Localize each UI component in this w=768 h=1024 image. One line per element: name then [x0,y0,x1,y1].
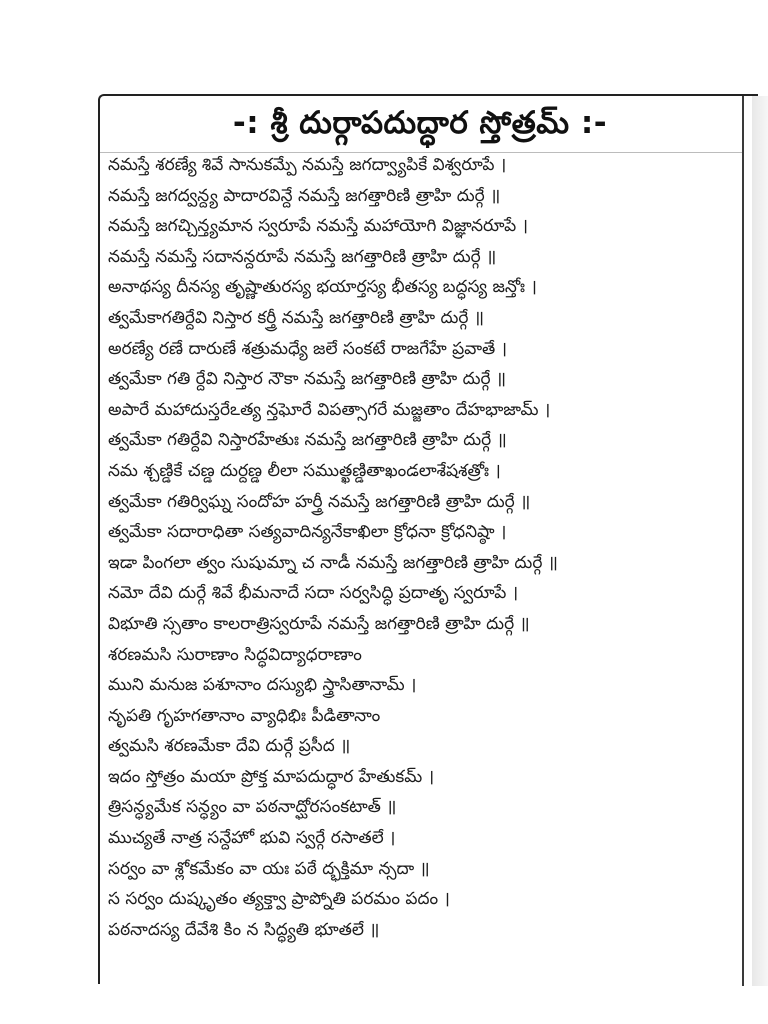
verse-line: త్వమేకా గతిర్విఘ్న సందోహ హర్త్రీ నమస్తే జగత్తారిణి త్రాహి దుర్గే ॥ [108,491,531,512]
verse-line: అరణ్యే రణే దారుణే శత్రుమధ్యే జలే సంకటే రాజగేహే ప్రవాతే । [108,338,508,359]
verse-line: సర్వం వా శ్లోకమేకం వా యః పఠే ద్భక్తిమా న్సదా ॥ [108,858,430,879]
verse-line: త్వమేకా గతి ర్దేవి నిస్తార నౌకా నమస్తే జగత్తారిణి త్రాహి దుర్గే ॥ [108,369,507,390]
verse-line: ఇదం స్తోత్రం మయా ప్రోక్త మాపదుద్ధార హేతుకమ్ । [108,766,435,787]
verse-line: నమ శ్చణ్డికే చణ్డ దుర్దణ్డ లీలా సముత్ఖణ్డితాఖండలాశేషశత్రోః । [108,460,501,481]
verse-line: ముని మనుజ పశూనాం దస్యుభి స్త్రాసితానామ్ । [108,675,417,696]
verse-line: నమస్తే శరణ్యే శివే సానుకమ్పే నమస్తే జగద్వ్యాపికే విశ్వరూపే । [108,155,507,175]
adjacent-column-edge [752,96,768,986]
verse-line: అపారే మహాదుస్తరేఽత్య న్తఘోరే విపత్సాగరే మజ్జతాం దేహభాజామ్ । [108,399,551,420]
verse-line: త్వమసి శరణమేకా దేవి దుర్గే ప్రసీద ॥ [108,736,351,757]
verse-line: శరణమసి సురాణాం సిద్ధవిద్యాధరాణాం [108,644,362,665]
verse-line: నమస్తే జగచ్చిన్త్యమాన స్వరూపే నమస్తే మహాయోగి విజ్ఞానరూపే । [108,216,529,237]
verse-line: నమో దేవి దుర్గే శివే భీమనాదే సదా సర్వసిద్ధి ప్రదాతృ స్వరూపే । [108,583,519,604]
verse-line: నమస్తే జగద్వన్ద్య పాదారవిన్దే నమస్తే జగత్తారిణి త్రాహి దుర్గే ॥ [108,185,501,206]
column-divider [742,96,744,986]
verse-line: విభూతి స్సతాం కాలరాత్రిస్వరూపే నమస్తే జగత్తారిణి త్రాహి దుర్గే ॥ [108,613,530,634]
verse-line: నృపతి గృహగతానాం వ్యాధిభిః పీడితానాం [108,705,381,726]
verse-line: ఇడా పింగలా త్వం సుషుమ్నా చ నాడీ నమస్తే జగత్తారిణి త్రాహి దుర్గే ॥ [108,552,558,573]
verse-line: ముచ్యతే నాత్ర సన్దేహో భువి స్వర్గే రసాతలే । [108,828,396,849]
verse-line: త్వమేకా సదారాధితా సత్యవాదిన్యనేకాఖిలా క్రోధనా క్రోధనిష్ఠా । [108,522,507,543]
verse-line: అనాథస్య దీనస్య తృష్ణాతురస్య భయార్తస్య భీతస్య బద్ధస్య జన్తోః । [108,277,537,298]
verse-line: స సర్వం దుష్కృతం త్యక్త్వా ప్రాప్నోతి పరమం పదం । [108,889,450,910]
verse-line: త్వమేకా గతిర్దేవి నిస్తారహేతుః నమస్తే జగత్తారిణి త్రాహి దుర్గే ॥ [108,430,507,451]
verse-line: నమస్తే నమస్తే సదానన్దరూపే నమస్తే జగత్తారిణి త్రాహి దుర్గే ॥ [108,246,497,267]
verse-line: పఠనాదస్య దేవేశి కిం న సిద్ధ్యతి భూతలే ॥ [108,919,380,940]
verse-list [108,150,740,945]
page-title: -: శ్రీ దుర్గాపదుద్ధార స్తోత్రమ్ :- [232,104,608,141]
verse-line: త్వమేకాగతిర్దేవి నిస్తార కర్త్రీ నమస్తే జగత్తారిణి త్రాహి దుర్గే ॥ [108,307,485,328]
verse-line: త్రిసన్ధ్యమేక సన్ధ్యం వా పఠనాద్ఘోరసంకటాత్ ॥ [108,797,397,818]
